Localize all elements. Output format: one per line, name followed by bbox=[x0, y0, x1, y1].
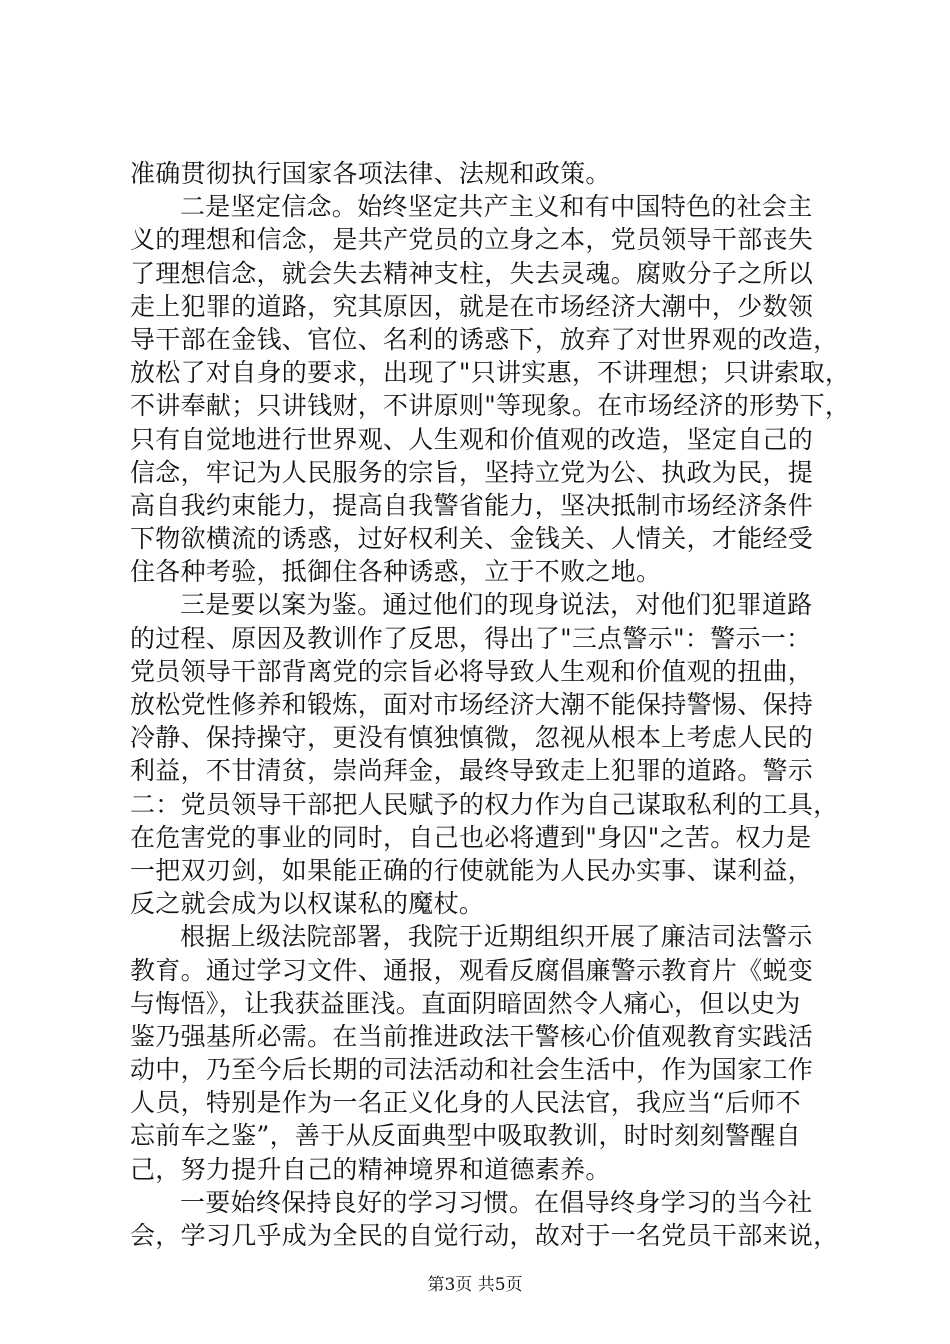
text-line: 放松党性修养和锻炼，面对市场经济大潮不能保持警惕、保持 bbox=[130, 690, 814, 719]
text-line: 的过程、原因及教训作了反思，得出了"三点警示"：警示一： bbox=[130, 623, 812, 653]
text-line: 二：党员领导干部把人民赋予的权力作为自己谋取私利的工具， bbox=[130, 789, 839, 819]
text-line: 义的理想和信念，是共产党员的立身之本，党员领导干部丧失 bbox=[130, 225, 814, 255]
text-line: 冷静、保持操守，更没有慎独慎微，忽视从根本上考虑人民的 bbox=[130, 723, 814, 753]
text-line: 二是坚定信念。始终坚定共产主义和有中国特色的社会主 bbox=[180, 192, 813, 222]
text-line: 动中，乃至今后长期的司法活动和社会生活中，作为国家工作 bbox=[130, 1055, 814, 1085]
text-line: 放松了对自身的要求，出现了"只讲实惠，不讲理想；只讲索取， bbox=[130, 358, 851, 388]
text-line: 下物欲横流的诱惑，过好权利关、金钱关、人情关，才能经受 bbox=[130, 524, 814, 554]
text-line: 鉴乃强基所必需。在当前推进政法干警核心价值观教育实践活 bbox=[130, 1021, 814, 1051]
text-line: 教育。通过学习文件、通报，观看反腐倡廉警示教育片《蜕变 bbox=[130, 955, 814, 985]
text-line: 高自我约束能力，提高自我警省能力，坚决抵制市场经济条件 bbox=[130, 490, 814, 520]
text-line: 党员领导干部背离党的宗旨必将导致人生观和价值观的扭曲， bbox=[130, 656, 814, 686]
text-line: 忘前车之鉴”，善于从反面典型中吸取教训，时时刻刻警醒自 bbox=[130, 1121, 801, 1151]
text-line: 导干部在金钱、官位、名利的诱惑下，放弃了对世界观的改造， bbox=[130, 324, 839, 354]
text-line: 一把双刃剑，如果能正确的行使就能为人民办实事、谋利益， bbox=[130, 855, 814, 885]
text-line: 走上犯罪的道路，究其原因，就是在市场经济大潮中，少数领 bbox=[130, 291, 814, 321]
text-line: 信念，牢记为人民服务的宗旨，坚持立党为公、执政为民，提 bbox=[130, 457, 814, 487]
text-line: 利益，不甘清贫，崇尚拜金，最终导致走上犯罪的道路。警示 bbox=[130, 756, 814, 786]
text-line: 住各种考验，抵御住各种诱惑，立于不败之地。 bbox=[130, 557, 662, 587]
body-text bbox=[130, 157, 851, 1252]
text-line: 反之就会成为以权谋私的魔杖。 bbox=[130, 889, 485, 919]
text-line: 根据上级法院部署，我院于近期组织开展了廉洁司法警示 bbox=[180, 922, 813, 952]
page-number: 第3页 共5页 bbox=[427, 1275, 523, 1295]
text-line: 不讲奉献；只讲钱财，不讲原则"等现象。在市场经济的形势下， bbox=[130, 391, 851, 421]
text-line: 与悔悟》，让我获益匪浅。直面阴暗固然令人痛心，但以史为 bbox=[130, 988, 801, 1018]
text-line: 在危害党的事业的同时，自己也必将遭到"身囚"之苦。权力是 bbox=[130, 822, 812, 852]
text-line: 了理想信念，就会失去精神支柱，失去灵魂。腐败分子之所以 bbox=[130, 258, 814, 288]
text-line: 准确贯彻执行国家各项法律、法规和政策。 bbox=[130, 159, 611, 188]
text-line: 会，学习几乎成为全民的自觉行动，故对于一名党员干部来说， bbox=[130, 1221, 839, 1250]
text-line: 三是要以案为鉴。通过他们的现身说法，对他们犯罪道路 bbox=[180, 590, 813, 620]
text-line: 己，努力提升自己的精神境界和道德素养。 bbox=[130, 1154, 611, 1184]
text-line: 只有自觉地进行世界观、人生观和价值观的改造，坚定自己的 bbox=[130, 424, 814, 454]
text-line: 一要始终保持良好的学习习惯。在倡导终身学习的当今社 bbox=[180, 1187, 813, 1217]
text-line: 人员，特别是作为一名正义化身的人民法官，我应当“后师不 bbox=[130, 1088, 801, 1118]
page-footer bbox=[0, 1274, 950, 1296]
